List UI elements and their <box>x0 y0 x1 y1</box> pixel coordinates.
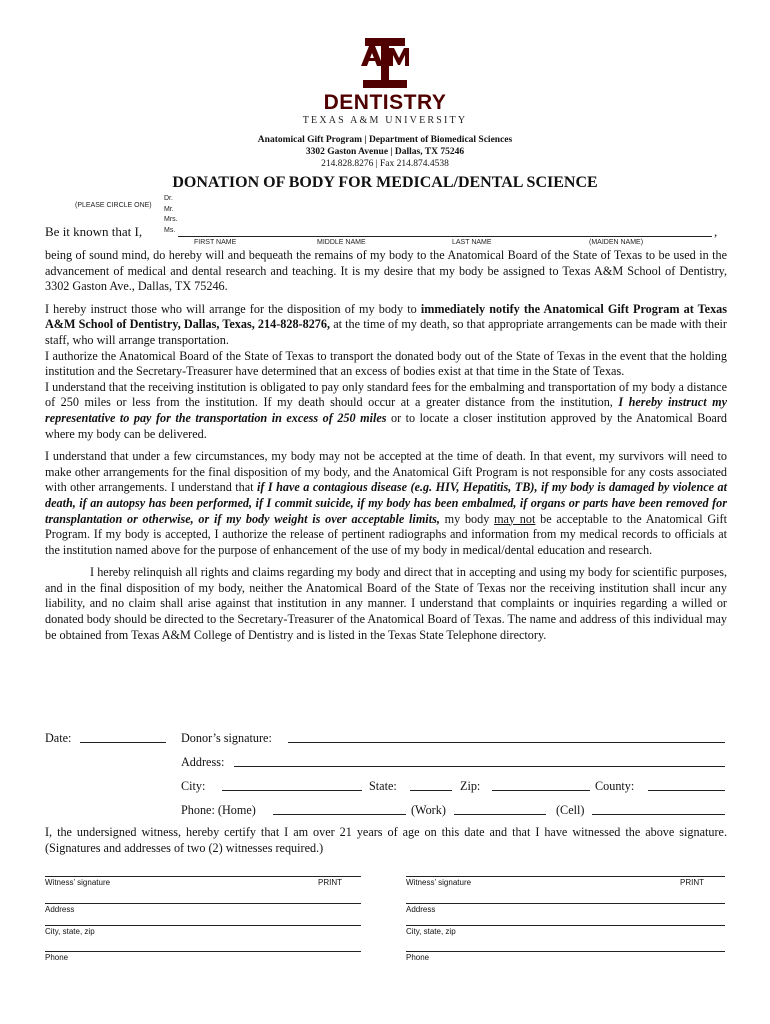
p2-text: I hereby instruct those who will arrange for the disposition of my body to <box>45 301 421 316</box>
middle-name-label: MIDDLE NAME <box>317 239 366 246</box>
p5-underline: may not <box>494 511 536 526</box>
p5-bold-italic: if I have a contagious disease (e.g. HIV, Hepatitis, TB), if my body is damaged by violence at death, if an autopsy has been performed, if I commit suicide, if my body has been embalmed, if organs or parts have been removed for transplantation or otherwise, or if my body weight is over acceptable limits, <box>45 480 727 526</box>
p4-text-end: or to locate a closer institution approved by the Anatomical Board where my body can be delivered. <box>45 410 727 441</box>
address-line: 3302 Gaston Avenue | Dallas, TX 75246 <box>305 147 465 157</box>
witness2-address-line[interactable] <box>406 903 725 904</box>
witness1-address-label: Address <box>45 905 75 914</box>
honorific-mrs[interactable]: Mrs. <box>164 216 178 223</box>
paragraph-4 <box>45 380 727 442</box>
last-name-label: LAST NAME <box>452 239 492 246</box>
phone-cell-field[interactable] <box>592 814 725 815</box>
date-field[interactable] <box>80 742 166 743</box>
brand-name: DENTISTRY <box>323 91 447 114</box>
witness2-phone-label: Phone <box>406 953 430 962</box>
witness2-signature-label: Witness’ signature <box>406 878 472 887</box>
date-label: Date: <box>45 731 72 745</box>
paragraph-2 <box>45 302 727 349</box>
city-label: City: <box>181 779 206 793</box>
county-field[interactable] <box>648 790 725 791</box>
witness2-city-label: City, state, zip <box>406 927 456 936</box>
witness2-signature-line[interactable] <box>406 876 725 877</box>
p5-text-end: be acceptable to the Anatomical Gift Program. If my body is accepted, I authorize the release of pertinent radiographs and information from my medical records to officials at the institution named above for the purpose of enhancement of the use of my body in medical/dental education and research. <box>45 511 727 557</box>
county-label: County: <box>595 779 635 793</box>
program-line: Anatomical Gift Program | Department of Biomedical Sciences <box>257 135 513 145</box>
witness1-signature-line[interactable] <box>45 876 361 877</box>
address-label: Address: <box>181 755 225 769</box>
witness2-phone-line[interactable] <box>406 951 725 952</box>
witness2-print-label: PRINT <box>680 878 704 887</box>
address-field[interactable] <box>234 766 725 767</box>
p4-bold-italic: I hereby instruct my representative to pay for the transportation in excess of 250 miles <box>45 395 727 425</box>
page-title: DONATION OF BODY FOR MEDICAL/DENTAL SCIENCE <box>172 174 598 191</box>
witness1-city-label: City, state, zip <box>45 927 95 936</box>
honorific-ms[interactable]: Ms. <box>164 226 176 234</box>
paragraph-5 <box>45 449 727 558</box>
phone-work-label: (Work) <box>411 803 446 817</box>
zip-label: Zip: <box>460 779 481 793</box>
signature-field[interactable] <box>288 742 725 743</box>
city-field[interactable] <box>222 790 362 791</box>
body-text <box>45 248 727 643</box>
witness-statement: I, the undersigned witness, hereby certify that I am over 21 years of age on this date and that I have witnessed the above signature. (Signatures and addresses of two (2) witnesses required.) <box>45 825 727 855</box>
honorific-mr[interactable]: Mr. <box>164 205 174 213</box>
circle-note: (PLEASE CIRCLE ONE) <box>75 202 152 209</box>
maiden-name-label: (MAIDEN NAME) <box>589 239 644 246</box>
logo <box>0 36 770 127</box>
first-name-label: FIRST NAME <box>194 239 237 246</box>
witness1-phone-line[interactable] <box>45 951 361 952</box>
state-label: State: <box>369 779 397 793</box>
phone-home-field[interactable] <box>273 814 406 815</box>
p2-text-end: at the time of my death, so that appropriate arrangements can be made with their staff, who will arrange transportation. <box>45 317 727 347</box>
witness1-signature-label: Witness’ signature <box>45 878 111 887</box>
paragraph-1: being of sound mind, do hereby will and bequeath the remains of my body to the Anatomical Board of the State of Texas to be used in the advancement of medical and dental research and teaching. It is my desire that my body be assigned to Texas A&M School of Dentistry, 3302 Gaston Ave., Dallas, TX 75246. <box>45 248 727 294</box>
p4-text: I understand that the receiving institution is obligated to pay only standard fees for the embalming and transportation of my body a distance of 250 miles or less from the institution. If my death should occur at a greater distance from the institution, <box>45 379 727 410</box>
phone-home-label: Phone: (Home) <box>181 803 256 817</box>
name-field[interactable] <box>178 236 712 237</box>
witness1-address-line[interactable] <box>45 903 361 904</box>
witness2-address-label: Address <box>406 905 436 914</box>
comma: , <box>714 224 718 239</box>
witness2-city-line[interactable] <box>406 925 725 926</box>
phone-cell-label: (Cell) <box>556 803 585 817</box>
honorific-dr[interactable]: Dr. <box>164 195 173 202</box>
p5-text-mid: my body <box>439 511 495 526</box>
paragraph-3: I authorize the Anatomical Board of the State of Texas to transport the donated body out of the State of Texas in the event that the holding institution and the Secretary-Treasurer have determined that an excess of bodies exist at that time in the State of Texas. <box>45 348 727 379</box>
witness1-phone-label: Phone <box>45 953 69 962</box>
state-field[interactable] <box>410 790 452 791</box>
phone-work-field[interactable] <box>454 814 546 815</box>
p2-bold: immediately notify the Anatomical Gift Program at Texas A&M School of Dentistry, Dallas, Texas, 214-828-8276, <box>45 301 727 332</box>
honorific-list <box>164 194 178 236</box>
p5-text: I understand that under a few circumstances, my body may not be accepted at the time of death. In that event, my survivors will need to make other arrangements for the final disposition of my body, and the Anatomical Gift Program is not responsible for any costs associated with other arrangements. I understand that <box>45 449 727 495</box>
signature-label: Donor’s signature: <box>181 731 272 745</box>
zip-field[interactable] <box>492 790 590 791</box>
paragraph-6: I hereby relinquish all rights and claims regarding my body and direct that in accepting and using my body for scientific purposes, and in the final disposition of my body, neither the Anatomical Board of the State of Texas nor the receiving institution shall incur any liability, and no claim shall arise against that institution in any manner. I understand that complaints or inquiries regarding a willed or donated body should be directed to the Secretary-Treasurer of the Anatomical Board of Texas. The name and address of this individual may be obtained from Texas A&M College of Dentistry and is listed in the Texas State Telephone directory. <box>45 565 727 642</box>
be-it-known: Be it known that I, <box>45 224 143 239</box>
atm-logo-icon <box>359 36 411 90</box>
witness1-print-label: PRINT <box>318 878 342 887</box>
university-name: TEXAS A&M UNIVERSITY <box>302 115 468 126</box>
witness1-city-line[interactable] <box>45 925 361 926</box>
phone-line: 214.828.8276 | Fax 214.874.4538 <box>321 159 449 169</box>
address-header <box>0 134 770 170</box>
